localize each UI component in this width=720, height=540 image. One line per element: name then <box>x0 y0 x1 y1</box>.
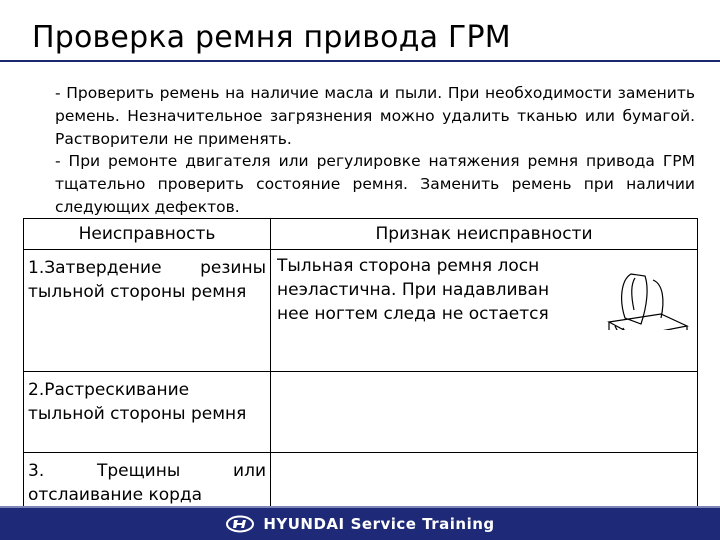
fault-cell: 2.Растрескивание тыльной стороны ремня <box>28 380 247 424</box>
column-header-sign: Признак неисправности <box>271 219 698 250</box>
brand-name: HYUNDAI <box>263 515 345 533</box>
page-title: Проверка ремня привода ГРМ <box>32 20 511 55</box>
footer-bar <box>0 508 720 540</box>
hyundai-logo-icon <box>225 515 255 533</box>
sign-line: неэластична. При надавливан <box>277 280 550 300</box>
cracked-belt-illustration <box>406 378 526 380</box>
brand-suffix: Service Training <box>350 515 495 533</box>
crack-label-2 <box>504 458 549 461</box>
table-header-row <box>24 219 698 250</box>
brand-logo <box>0 508 720 540</box>
title-divider <box>0 60 720 62</box>
fault-cell: 1.Затвердение резины тыльной стороны ремня <box>28 258 266 302</box>
sign-line: нее ногтем следа не остается <box>277 304 549 324</box>
sign-cell <box>271 453 697 461</box>
fingernail-press-illustration <box>601 266 693 330</box>
table-row <box>24 250 698 372</box>
sign-cell <box>271 250 697 330</box>
sign-line: Тыльная сторона ремня лосн <box>277 256 540 276</box>
instruction-paragraph-2: - При ремонте двигателя или регулировке натяжения ремня привода ГРМ тщательно проверить состояние ремня. Заменить ремень при наличии следующих дефектов. <box>55 152 695 216</box>
faults-table <box>23 218 698 532</box>
instruction-paragraph-1: - Проверить ремень на наличие масла и пыли. При необходимости заменить ремень. Незначительное загрязнения можно удалить тканью или бумагой. Растворители не применять. <box>55 84 695 148</box>
sign-cell <box>271 372 697 380</box>
fault-cell: 3. Трещины или отслаивание корда <box>28 461 266 505</box>
table-row <box>24 372 698 453</box>
column-header-fault: Неисправность <box>24 219 271 250</box>
